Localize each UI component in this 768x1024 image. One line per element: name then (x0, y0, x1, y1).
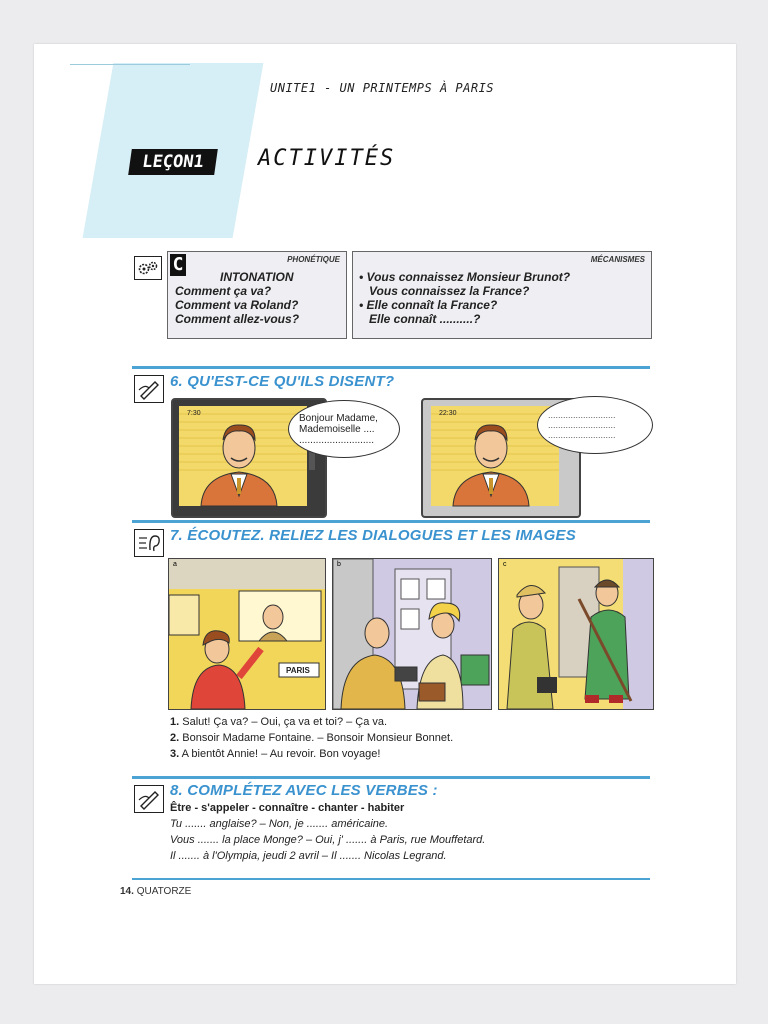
unit-title: UNITE1 - UN PRINTEMPS À PARIS (270, 81, 495, 95)
phonetique-lines (175, 284, 299, 326)
speech-bubble-2 (537, 396, 653, 454)
phonetique-line: Comment allez-vous? (175, 312, 300, 326)
mecanismes-line: • Elle connaît la France? (359, 298, 498, 312)
dialogue-item (170, 746, 453, 762)
dialogue-item (170, 730, 453, 746)
tv2-time: 22:30 (439, 410, 457, 417)
ear-listening-icon (134, 529, 164, 557)
phonetique-line: Comment ça va? (175, 284, 272, 298)
bubble1-line: ........................... (299, 434, 375, 446)
section6-title: 6. QU'EST-CE QU'ILS DISENT? (170, 373, 395, 390)
pencil-writing-icon (134, 375, 164, 403)
exercise-line: Il ....... à l'Olympia, jeudi 2 avril – Il ....... Nicolas Legrand. (170, 850, 447, 862)
dialogue-text: A bientôt Annie! – Au revoir. Bon voyage! (181, 748, 381, 760)
section8-rule (132, 776, 650, 779)
bubble2-line: ........................... (548, 430, 616, 440)
pencil-writing-icon (134, 785, 164, 813)
mecanismes-line: Elle connaît ..........? (369, 312, 481, 326)
section8-title: 8. COMPLÉTEZ AVEC LES VERBES : (170, 782, 438, 799)
exercise-line: Tu ....... anglaise? – Non, je ....... américaine. (170, 818, 389, 830)
dialogue-item (170, 714, 453, 730)
phonetique-box (167, 251, 347, 339)
section6-rule (132, 366, 650, 369)
phonetique-tag: PHONÉTIQUE (287, 255, 340, 264)
panel-letter-b: b (337, 561, 341, 568)
paris-sign: PARIS (286, 666, 310, 675)
dialogue-list (170, 714, 453, 762)
mecanismes-tag: MÉCANISMES (590, 255, 645, 264)
street-greeting-illustration (333, 559, 491, 709)
mecanismes-line: Vous connaissez la France? (369, 284, 530, 298)
dialogue-number: 1. (170, 716, 180, 728)
page-title: ACTIVITÉS (258, 146, 396, 171)
tv1-time: 7:30 (187, 410, 201, 417)
dialogue-number: 2. (170, 732, 180, 744)
header-rule (70, 64, 190, 65)
verb-list: Être - s'appeler - connaître - chanter - habiter (170, 802, 405, 814)
mecanismes-box (352, 251, 652, 339)
section7-rule (132, 520, 650, 523)
dialogue-text: Salut! Ça va? – Oui, ça va et toi? – Ça va. (182, 716, 388, 728)
panel-letter-c: c (503, 561, 507, 568)
train-departure-illustration (169, 559, 325, 709)
bottom-rule (132, 878, 650, 880)
intonation-title: INTONATION (220, 270, 294, 284)
page-number-digits: 14. (120, 886, 134, 897)
page-number (120, 886, 191, 897)
page-number-word: QUATORZE (136, 886, 192, 897)
section-letter-c: C (170, 254, 186, 276)
section7-title: 7. ÉCOUTEZ. RELIEZ LES DIALOGUES ET LES IMAGES (170, 527, 576, 544)
speech-bubble-1 (288, 400, 400, 458)
gears-icon (134, 256, 162, 280)
phonetique-line: Comment va Roland? (175, 298, 299, 312)
dialogue-number: 3. (170, 748, 180, 760)
section8-body (170, 800, 485, 864)
panel-letter-a: a (173, 561, 177, 568)
bubble2-line: ........................... (548, 420, 616, 430)
bubble2-line: ........................... (548, 410, 616, 420)
bubble1-line: Mademoiselle .... (299, 423, 375, 435)
mecanismes-lines (359, 270, 570, 326)
evening-farewell-illustration (499, 559, 653, 709)
comic-panel-a (168, 558, 326, 710)
exercise-line: Vous ....... la place Monge? – Oui, j' ....... à Paris, rue Mouffetard. (170, 834, 486, 846)
lesson-badge: LEÇON1 (128, 149, 218, 175)
comic-panel-b (332, 558, 492, 710)
bubble1-line: Bonjour Madame, (299, 412, 378, 424)
dialogue-text: Bonsoir Madame Fontaine. – Bonsoir Monsieur Bonnet. (182, 732, 454, 744)
mecanismes-line: • Vous connaissez Monsieur Brunot? (359, 270, 571, 284)
comic-panel-c (498, 558, 654, 710)
textbook-page (34, 44, 736, 984)
